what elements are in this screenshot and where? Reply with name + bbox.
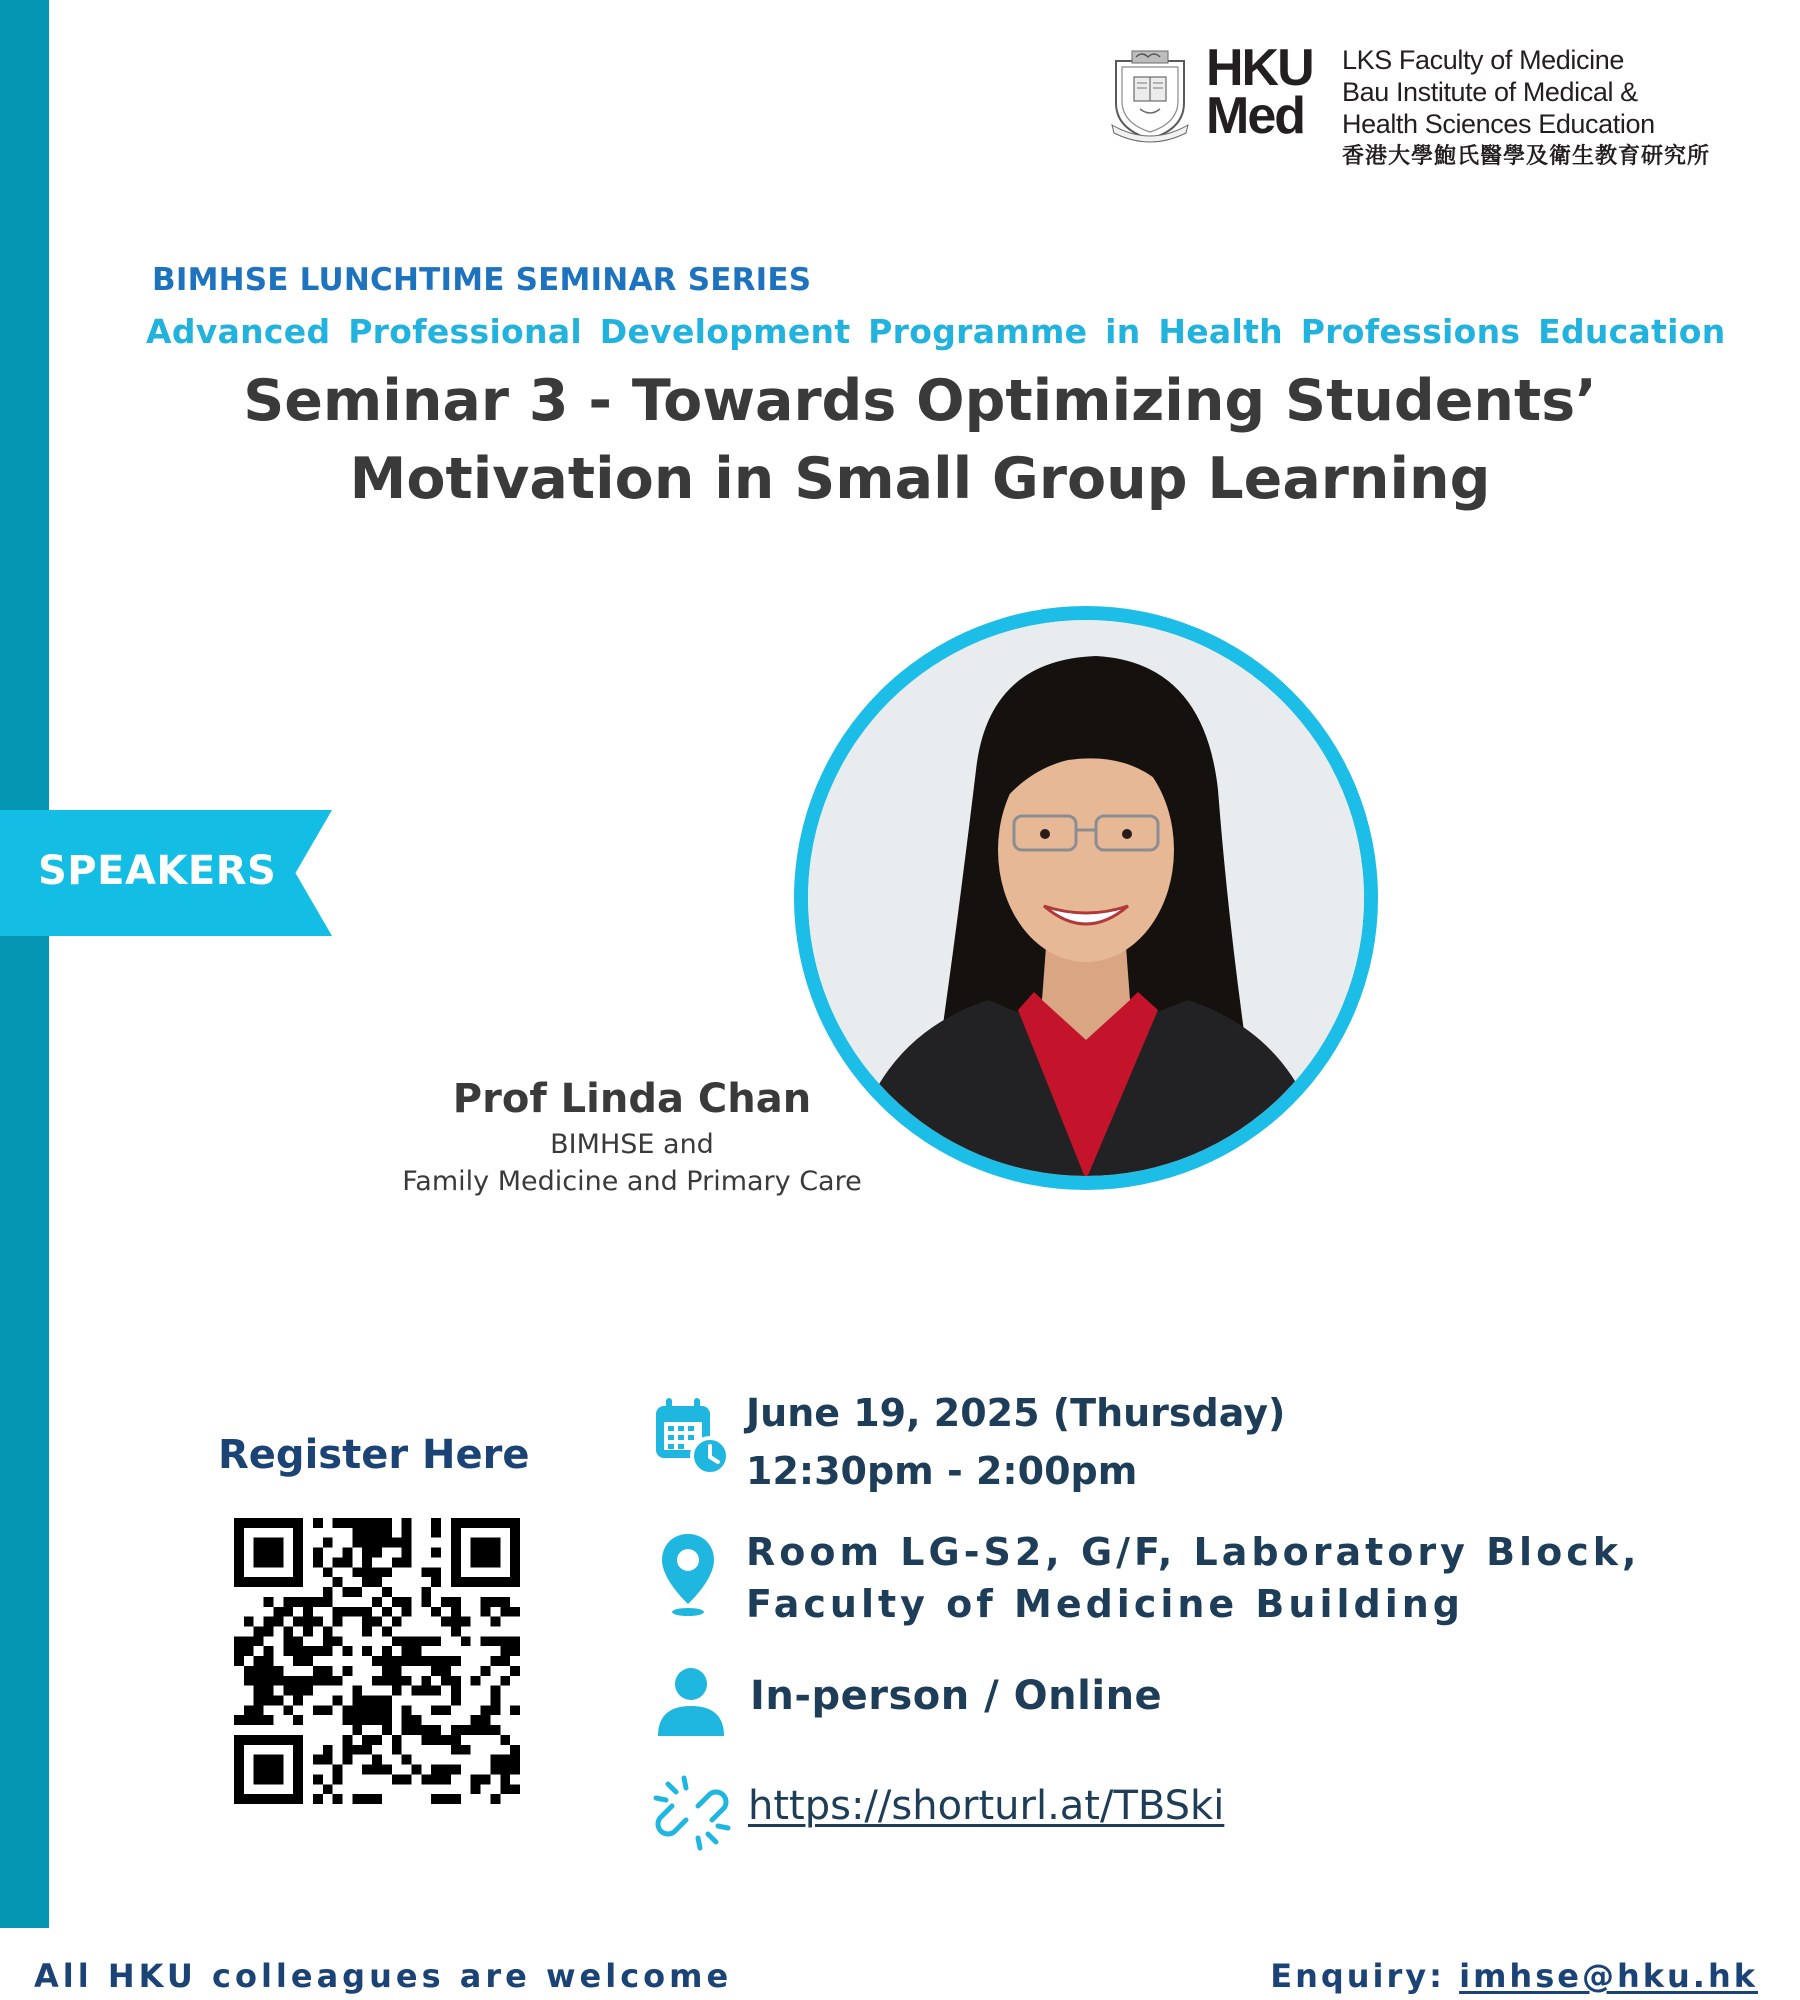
left-accent-bar (0, 0, 49, 1928)
speaker-name: Prof Linda Chan (452, 1076, 812, 1122)
enquiry-email-link[interactable]: imhse@hku.hk (1459, 1957, 1758, 1995)
faculty-name: LKS Faculty of Medicine (1342, 45, 1624, 75)
institute-name-chinese: 香港大學鮑氏醫學及衛生教育研究所 (1342, 143, 1711, 168)
hku-med-wordmark (1206, 39, 1331, 145)
registration-qr-code[interactable] (234, 1518, 520, 1804)
venue-line1: Room LG-S2, G/F, Laboratory Block, (746, 1530, 1641, 1574)
speakers-label: SPEAKERS (38, 848, 277, 894)
footer-welcome: All HKU colleagues are welcome (34, 1957, 733, 1995)
register-heading: Register Here (218, 1432, 530, 1478)
person-icon (656, 1666, 726, 1736)
event-venue (746, 1526, 1640, 1630)
speaker-affiliation-line1: BIMHSE and (550, 1129, 714, 1160)
programme-subheading: Advanced Professional Development Programme in Health Professions Education (146, 312, 1726, 351)
wordmark-hku: HKU (1206, 39, 1313, 97)
logo-text (1342, 44, 1762, 172)
broken-link-icon (650, 1770, 734, 1856)
institute-name-line1: Bau Institute of Medical & (1342, 77, 1638, 107)
institute-name-line2: Health Sciences Education (1342, 109, 1655, 139)
speaker-affiliation-line2: Family Medicine and Primary Care (402, 1166, 862, 1197)
event-time: 12:30pm - 2:00pm (746, 1449, 1138, 1493)
event-datetime (746, 1384, 1285, 1500)
calendar-clock-icon (652, 1394, 732, 1478)
enquiry-label: Enquiry: (1270, 1957, 1460, 1995)
venue-line2: Faculty of Medicine Building (746, 1582, 1464, 1626)
wordmark-med: Med (1206, 87, 1304, 145)
speaker-affiliation (332, 1126, 932, 1200)
seminar-title-line2: Motivation in Small Group Learning (349, 446, 1491, 512)
series-heading: BIMHSE LUNCHTIME SEMINAR SERIES (152, 262, 812, 298)
seminar-title-line1: Seminar 3 - Towards Optimizing Students’ (243, 368, 1597, 434)
seminar-title (120, 362, 1720, 518)
event-mode: In-person / Online (750, 1673, 1163, 1719)
location-pin-icon (656, 1530, 720, 1618)
registration-link[interactable]: https://shorturl.at/TBSki (748, 1783, 1225, 1829)
event-date: June 19, 2025 (Thursday) (746, 1391, 1286, 1435)
speaker-info (332, 1072, 932, 1200)
hku-med-logo (1110, 39, 1750, 174)
hku-crest-icon (1110, 47, 1190, 143)
footer-enquiry (1270, 1956, 1758, 1996)
